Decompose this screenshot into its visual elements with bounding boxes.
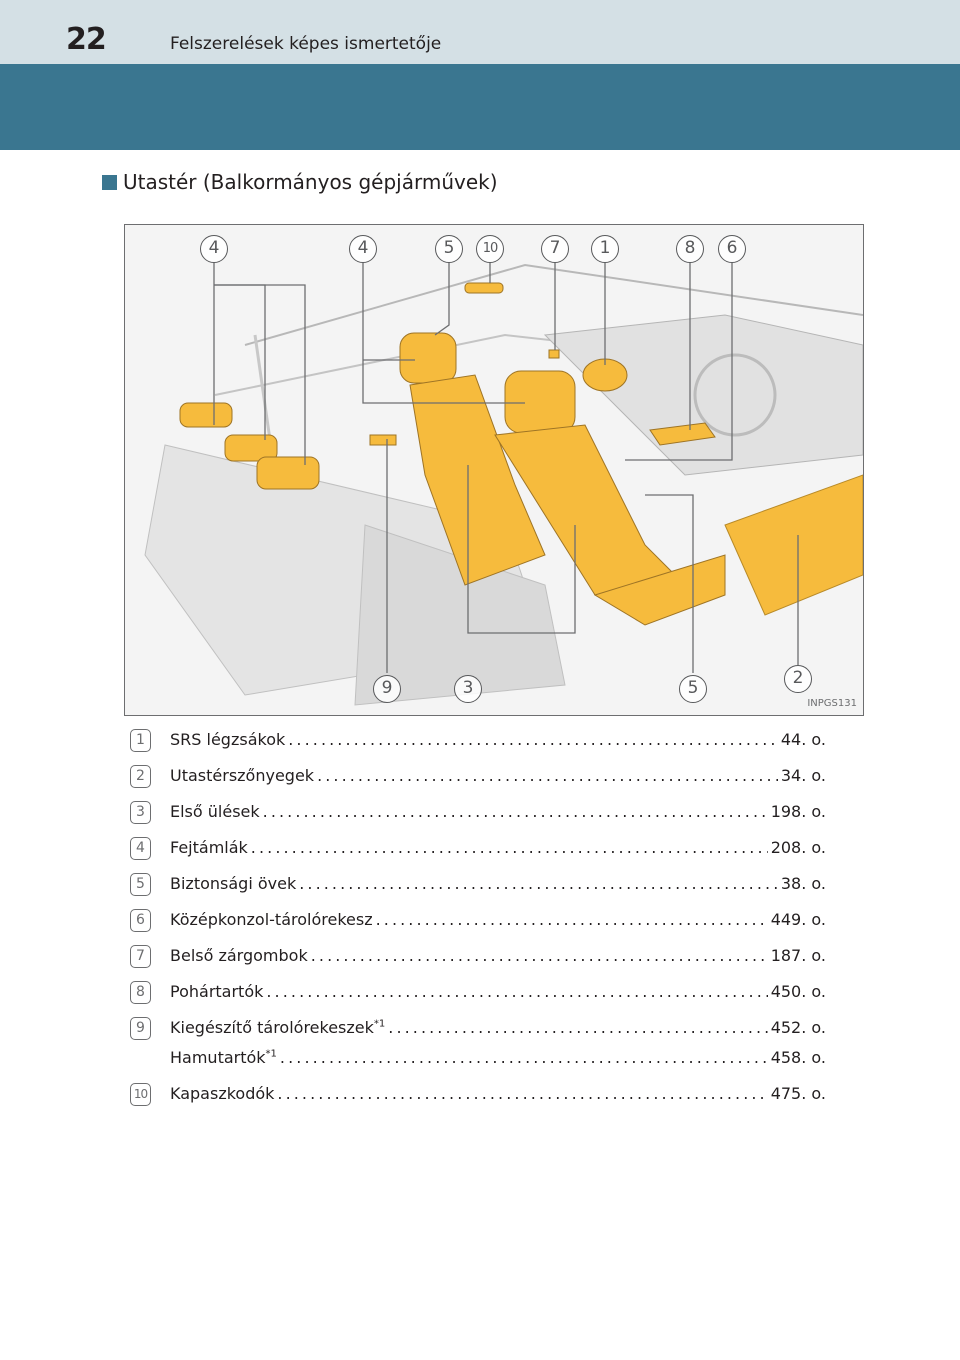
callout-6: 6 bbox=[718, 235, 746, 263]
page-number: 22 bbox=[66, 22, 106, 57]
item-number: 2 bbox=[130, 765, 151, 788]
section-square-icon bbox=[102, 175, 117, 190]
running-title: Felszerelések képes ismertetője bbox=[170, 34, 442, 54]
item-number: 8 bbox=[130, 981, 151, 1004]
item-label: SRS légzsákok bbox=[170, 730, 286, 749]
item-page: 38. o. bbox=[780, 874, 826, 893]
callout-7: 7 bbox=[541, 235, 569, 263]
item-page: 449. o. bbox=[770, 910, 826, 929]
callout-8: 8 bbox=[676, 235, 704, 263]
list-item bbox=[130, 726, 830, 762]
item-label: Pohártartók bbox=[170, 982, 264, 1001]
callout-4: 4 bbox=[349, 235, 377, 263]
list-item bbox=[130, 942, 830, 978]
legend-list bbox=[130, 726, 830, 1116]
list-item bbox=[130, 1080, 830, 1116]
item-number: 6 bbox=[130, 909, 151, 932]
callout-5-bottom: 5 bbox=[679, 675, 707, 703]
item-number: 3 bbox=[130, 801, 151, 824]
item-label: Hamutartók$^{*1}$ bbox=[170, 1048, 277, 1067]
item-page: 475. o. bbox=[770, 1084, 826, 1103]
item-label: Kapaszkodók bbox=[170, 1084, 275, 1103]
item-label: Középkonzol-tárolórekesz bbox=[170, 910, 373, 929]
item-number: 10 bbox=[130, 1083, 151, 1106]
item-page: 208. o. bbox=[770, 838, 826, 857]
item-label: Belső zárgombok bbox=[170, 946, 308, 965]
item-page: 198. o. bbox=[770, 802, 826, 821]
header-band bbox=[0, 64, 960, 150]
callout-10: 10 bbox=[476, 235, 504, 263]
list-item bbox=[130, 1014, 830, 1044]
item-page: 187. o. bbox=[770, 946, 826, 965]
section-heading bbox=[102, 170, 498, 194]
list-item bbox=[130, 834, 830, 870]
item-number: 1 bbox=[130, 729, 151, 752]
list-item bbox=[130, 870, 830, 906]
item-label: Kiegészítő tárolórekeszek$^{*1}$ bbox=[170, 1018, 386, 1037]
section-title: Utastér (Balkormányos gépjárművek) bbox=[123, 170, 498, 194]
item-page: 450. o. bbox=[770, 982, 826, 1001]
figure-code: INPGS131 bbox=[807, 698, 857, 709]
item-label: Utastérszőnyegek bbox=[170, 766, 315, 785]
list-item bbox=[130, 906, 830, 942]
list-item bbox=[130, 978, 830, 1014]
interior-illustration bbox=[125, 225, 863, 715]
callout-4-left: 4 bbox=[200, 235, 228, 263]
item-page: 34. o. bbox=[780, 766, 826, 785]
item-page: 44. o. bbox=[780, 730, 826, 749]
list-item bbox=[130, 798, 830, 834]
callout-9: 9 bbox=[373, 675, 401, 703]
footnote-mark: *1 bbox=[373, 1018, 386, 1030]
item-number: 9 bbox=[130, 1017, 151, 1040]
item-label: Biztonsági övek bbox=[170, 874, 297, 893]
item-label: Első ülések bbox=[170, 802, 260, 821]
list-item bbox=[130, 1044, 830, 1080]
item-label: Fejtámlák bbox=[170, 838, 248, 857]
callout-1: 1 bbox=[591, 235, 619, 263]
item-number: 4 bbox=[130, 837, 151, 860]
item-number: 5 bbox=[130, 873, 151, 896]
callout-3: 3 bbox=[454, 675, 482, 703]
interior-figure bbox=[124, 224, 864, 716]
list-item bbox=[130, 762, 830, 798]
item-number: 7 bbox=[130, 945, 151, 968]
callout-2: 2 bbox=[784, 665, 812, 693]
item-page: 458. o. bbox=[770, 1048, 826, 1067]
item-page: 452. o. bbox=[770, 1018, 826, 1037]
callout-5-top: 5 bbox=[435, 235, 463, 263]
header-bar bbox=[0, 0, 960, 64]
footnote-mark: *1 bbox=[265, 1048, 277, 1060]
